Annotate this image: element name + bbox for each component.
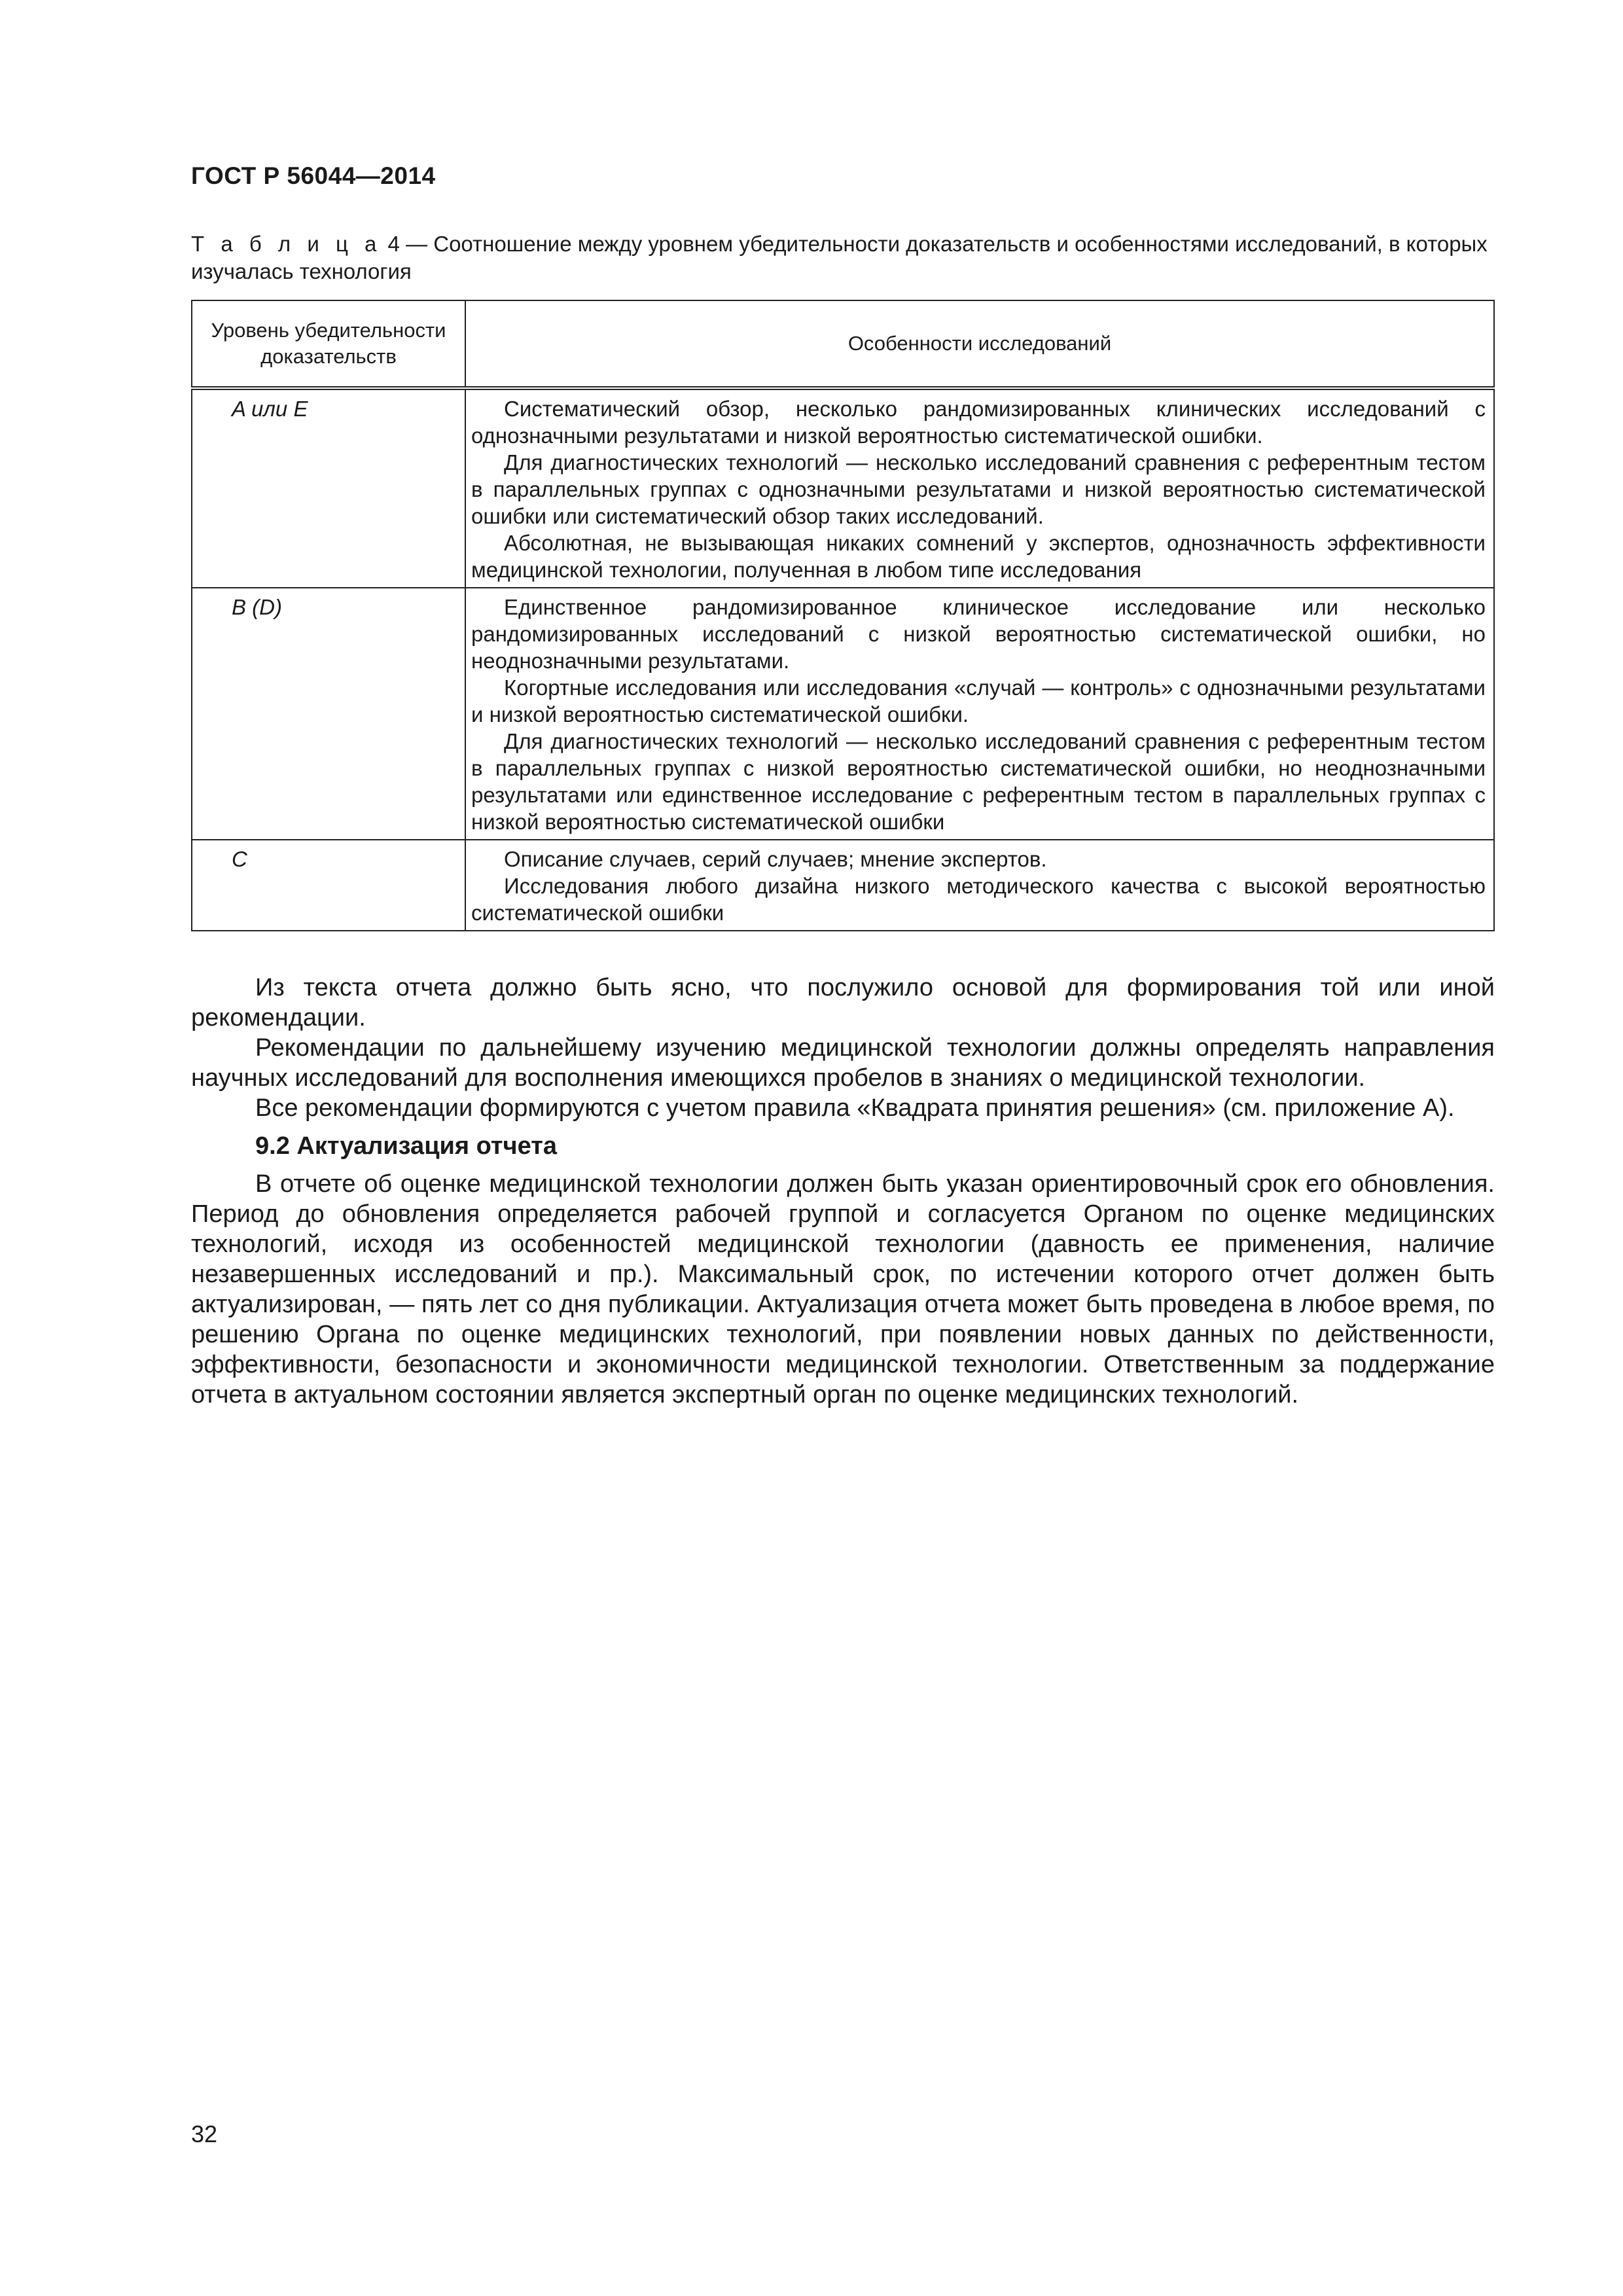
features-paragraph: Систематический обзор, несколько рандомизированных клинических исследований с однозначными результатами и низкой вероятностью систематической ошибки. xyxy=(471,397,1486,448)
table-caption-text: — Соотношение между уровнем убедительности доказательств и особенностями исследований, в которых изучалась технология xyxy=(191,232,1488,283)
standard-header: ГОСТ Р 56044—2014 xyxy=(191,162,436,189)
table-caption xyxy=(191,230,1493,285)
table-row xyxy=(192,388,1494,588)
features-paragraph: Когортные исследования или исследования «случай — контроль» с однозначными результатами и низкой вероятностью систематической ошибки. xyxy=(471,675,1486,726)
features-paragraph: Единственное рандомизированное клиническое исследование или несколько рандомизированных исследований с низкой вероятностью систематической ошибки, но неоднозначными результатами. xyxy=(471,595,1486,673)
body-paragraph: Рекомендации по дальнейшему изучению медицинской технологии должны определять направления научных исследований для восполнения имеющихся пробелов в знаниях о медицинской технологии. xyxy=(191,1034,1495,1092)
table-row xyxy=(192,840,1494,931)
table-caption-number: 4 xyxy=(387,232,400,256)
body-paragraph: В отчете об оценке медицинской технологии должен быть указан ориентировочный срок его обновления. Период до обновления определяется рабочей группой и согласуется Органом по оценке медицинских технологий, исходя из особенностей медицинской технологии (давность ее применения, наличие незавершенных исследований и пр.). Максимальный срок, по истечении которого отчет должен быть актуализирован, — пять лет со дня публикации. Актуализация отчета может быть проведена в любое время, по решению Органа по оценке медицинских технологий, при появлении новых данных по действенности, эффективности, безопасности и экономичности медицинской технологии. Ответственным за поддержание отчета в актуальном состоянии является экспертный орган по оценке медицинских технологий. xyxy=(191,1170,1495,1408)
features-cell xyxy=(465,840,1494,931)
page-number: 32 xyxy=(191,2121,218,2147)
level-cell: B (D) xyxy=(192,588,465,840)
level-cell: C xyxy=(192,840,465,931)
level-cell: A или E xyxy=(192,388,465,588)
features-paragraph: Для диагностических технологий — несколько исследований сравнения с референтным тестом в параллельных группах с низкой вероятностью систематической ошибки, но неоднозначными результатами или единственное исследование с референтным тестом в параллельных группах с низкой вероятностью систематической ошибки xyxy=(471,729,1486,834)
section-heading: 9.2 Актуализация отчета xyxy=(255,1132,557,1160)
column-header-features: Особенности исследований xyxy=(465,300,1494,388)
column-header-level: Уровень убедительности доказательств xyxy=(192,300,465,388)
table-header-row xyxy=(192,300,1494,388)
features-cell xyxy=(465,588,1494,840)
features-paragraph: Описание случаев, серий случаев; мнение экспертов. xyxy=(504,847,1047,871)
features-paragraph: Исследования любого дизайна низкого методического качества с высокой вероятностью систематической ошибки xyxy=(471,874,1486,925)
features-paragraph: Для диагностических технологий — несколько исследований сравнения с референтным тестом в параллельных группах с однозначными результатами и низкой вероятностью систематической ошибки или систематический обзор таких исследований. xyxy=(471,450,1486,528)
body-text xyxy=(191,973,1495,1410)
features-paragraph: Абсолютная, не вызывающая никаких сомнений у экспертов, однозначность эффективности медицинской технологии, полученная в любом типе исследования xyxy=(471,531,1486,582)
table-caption-prefix: Т а б л и ц а xyxy=(191,232,382,256)
body-paragraph: Все рекомендации формируются с учетом правила «Квадрата принятия решения» (см. приложение А). xyxy=(255,1094,1455,1122)
body-paragraph: Из текста отчета должно быть ясно, что послужило основой для формирования той или иной рекомендации. xyxy=(191,974,1495,1031)
table-row xyxy=(192,588,1494,840)
evidence-table xyxy=(191,300,1495,931)
features-cell xyxy=(465,388,1494,588)
